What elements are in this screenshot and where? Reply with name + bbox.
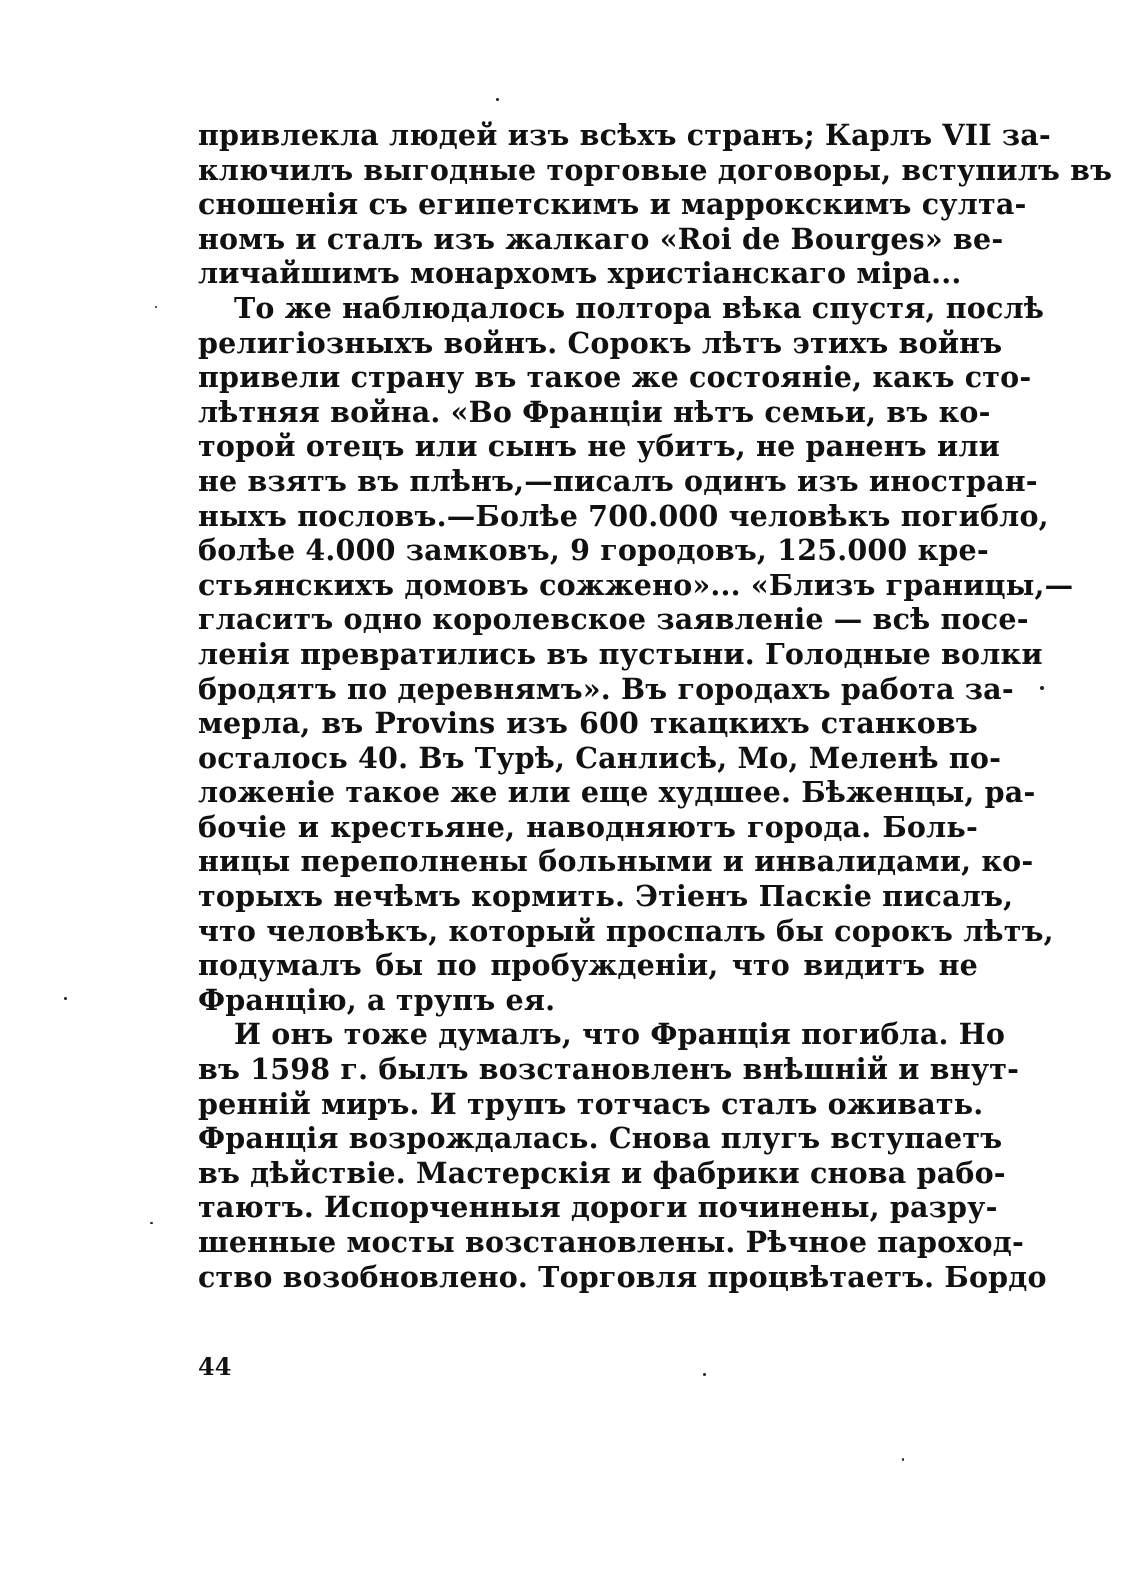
scan-speck	[64, 997, 67, 1000]
text-line: бочіе и крестьяне, наводняютъ города. Боль-	[198, 809, 978, 844]
text-line: что человѣкъ, который проспалъ бы сорокъ лѣтъ,	[198, 913, 1054, 948]
paragraph-start-line: То же наблюдалось полтора вѣка спустя, послѣ	[234, 290, 1045, 325]
scan-speck	[902, 1458, 904, 1461]
text-line: подумалъ бы по пробужденіи, что видитъ не	[198, 948, 978, 983]
scan-speck	[150, 1222, 153, 1224]
scan-speck	[703, 1373, 706, 1376]
scan-speck	[155, 306, 157, 308]
text-line: торыхъ нечѣмъ кормить. Этіенъ Паскіе писалъ,	[198, 879, 1014, 914]
text-line: гласитъ одно королевское заявленіе — всѣ посе-	[198, 602, 1029, 637]
text-line: бродятъ по деревнямъ». Въ городахъ работа за-	[198, 671, 1014, 706]
text-line: привлекла людей изъ всѣхъ странъ; Карлъ VII за-	[198, 118, 1051, 152]
text-line: ренній миръ. И трупъ тотчасъ сталъ оживать.	[198, 1086, 984, 1121]
body-text	[198, 118, 1113, 1294]
text-line: сношенія съ египетскимъ и маррокскимъ султа-	[198, 187, 1027, 222]
scan-speck	[496, 98, 499, 101]
paragraph-start-line: И онъ тоже думалъ, что Франція погибла. Но	[234, 1017, 1006, 1052]
text-line: осталось 40. Въ Турѣ, Санлисѣ, Мо, Меленѣ по-	[198, 740, 1002, 775]
text-line: Францію, а трупъ ея.	[198, 982, 556, 1017]
text-line: номъ и сталъ изъ жалкаго «Roi de Bourges» ве-	[198, 221, 1004, 256]
text-line: ницы переполнены больными и инвалидами, ко-	[198, 844, 1034, 879]
text-line: въ 1598 г. былъ возстановленъ внѣшній и внут-	[198, 1052, 1020, 1087]
text-line: религіозныхъ войнъ. Сорокъ лѣтъ этихъ войнъ	[198, 325, 1003, 360]
text-line: не взятъ въ плѣнъ,—писалъ одинъ изъ иностран-	[198, 463, 1038, 498]
text-line: ныхъ пословъ.—Болѣе 700.000 человѣкъ погибло,	[198, 498, 1049, 533]
text-line: таютъ. Испорченныя дороги починены, разру-	[198, 1190, 998, 1225]
text-line: болѣе 4.000 замковъ, 9 городовъ, 125.000 кре-	[198, 533, 989, 568]
scan-speck	[1040, 686, 1044, 690]
text-line: ленія превратились въ пустыни. Голодные волки	[198, 636, 1043, 671]
text-line: личайшимъ монархомъ христіанскаго міра...	[198, 256, 962, 291]
text-line: торой отецъ или сынъ не убитъ, не раненъ или	[198, 429, 1000, 464]
text-line: Франція возрождалась. Снова плугъ вступаетъ	[198, 1121, 1003, 1156]
text-line: ложеніе такое же или еще худшее. Бѣженцы, ра-	[198, 775, 1036, 810]
text-line: въ дѣйствіе. Мастерскія и фабрики снова рабо-	[198, 1155, 1006, 1190]
text-line: мерла, въ Provins изъ 600 ткацкихъ станковъ	[198, 706, 978, 741]
page-number: 44	[198, 1352, 232, 1381]
text-line: ключилъ выгодные торговые договоры, вступилъ въ	[198, 152, 1113, 187]
text-line: лѣтняя война. «Во Франціи нѣтъ семьи, въ ко-	[198, 394, 991, 429]
text-line: привели страну въ такое же состояніе, какъ сто-	[198, 360, 1032, 395]
text-line: ство возобновлено. Торговля процвѣтаетъ. Бордо	[198, 1259, 1047, 1294]
text-line: стьянскихъ домовъ сожжено»... «Близъ границы,—	[198, 567, 1074, 602]
text-line: шенные мосты возстановлены. Рѣчное пароход-	[198, 1225, 1024, 1259]
